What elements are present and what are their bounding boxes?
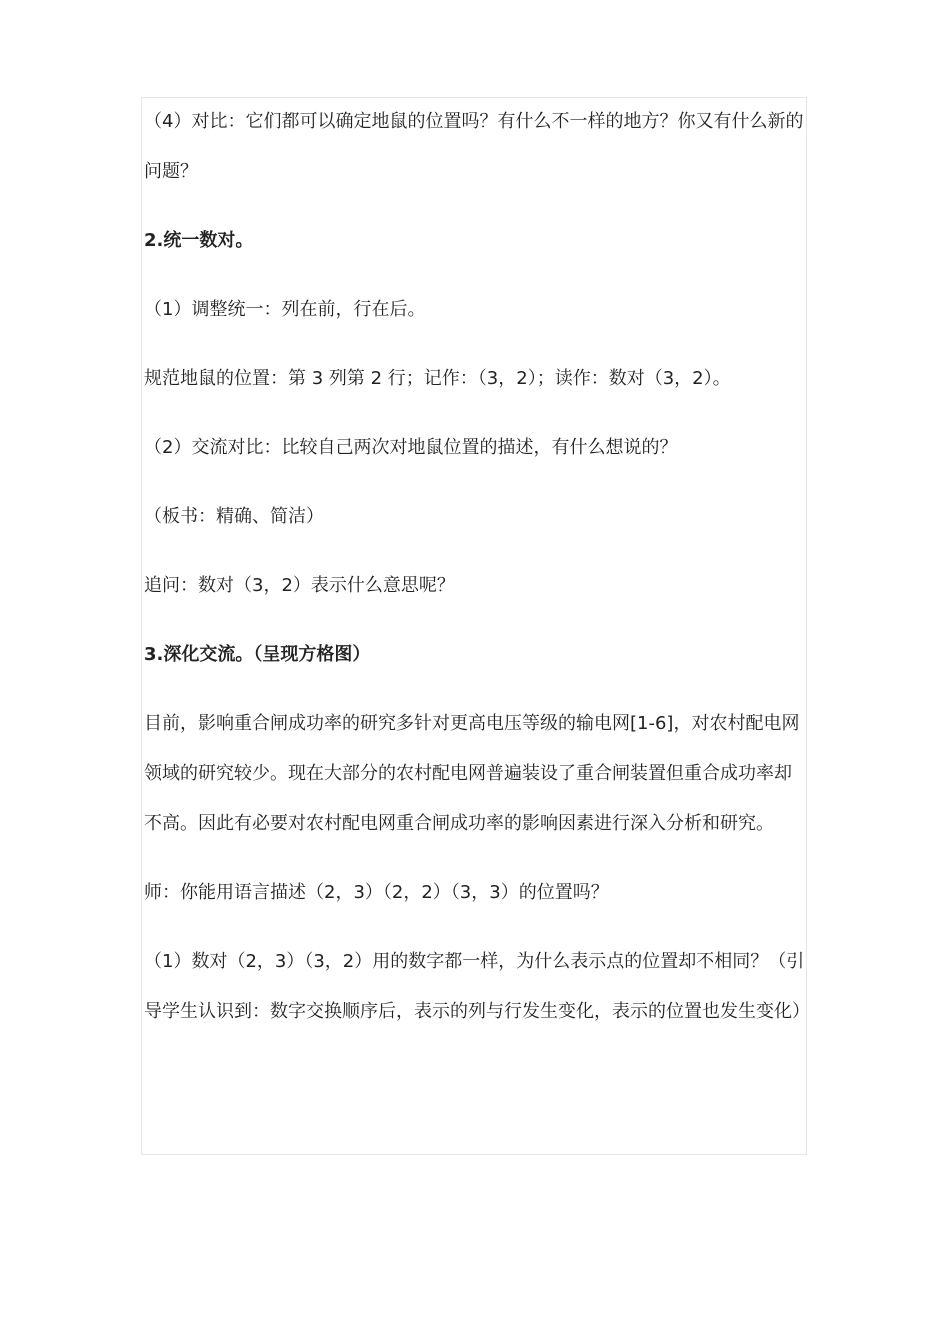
document-body <box>144 97 808 1037</box>
heading-unify-pairs: 2.统一数对。 <box>144 230 254 251</box>
paragraph-standard-position: 规范地鼠的位置：第 3 列第 2 行；记作：（3，2）；读作：数对（3，2）。 <box>144 368 731 389</box>
paragraph-pair-order: （1）数对（2，3）（3，2）用的数字都一样，为什么表示点的位置却不相同？（引导学生认识到：数字交换顺序后，表示的列与行发生变化，表示的位置也发生变化） <box>144 951 810 1022</box>
heading-deepen-exchange: 3.深化交流。（呈现方格图） <box>144 644 371 665</box>
paragraph-follow-up: 追问：数对（3，2）表示什么意思呢？ <box>144 575 455 596</box>
paragraph-board-note: （板书：精确、简洁） <box>144 506 324 527</box>
paragraph-exchange-compare: （2）交流对比：比较自己两次对地鼠位置的描述，有什么想说的？ <box>144 437 678 458</box>
paragraph-teacher-question: 师：你能用语言描述（2，3）（2，2）（3，3）的位置吗？ <box>144 882 609 903</box>
paragraph-research-background: 目前，影响重合闸成功率的研究多针对更高电压等级的输电网[1-6]，对农村配电网领域的研究较少。现在大部分的农村配电网普遍装设了重合闸装置但重合成功率却不高。因此有必要对农村配电网重合闸成功率的影响因素进行深入分析和研究。 <box>144 713 800 834</box>
paragraph-compare-question: （4）对比：它们都可以确定地鼠的位置吗？有什么不一样的地方？你又有什么新的问题？ <box>144 111 804 182</box>
paragraph-adjust-unify: （1）调整统一：列在前，行在后。 <box>144 299 426 320</box>
